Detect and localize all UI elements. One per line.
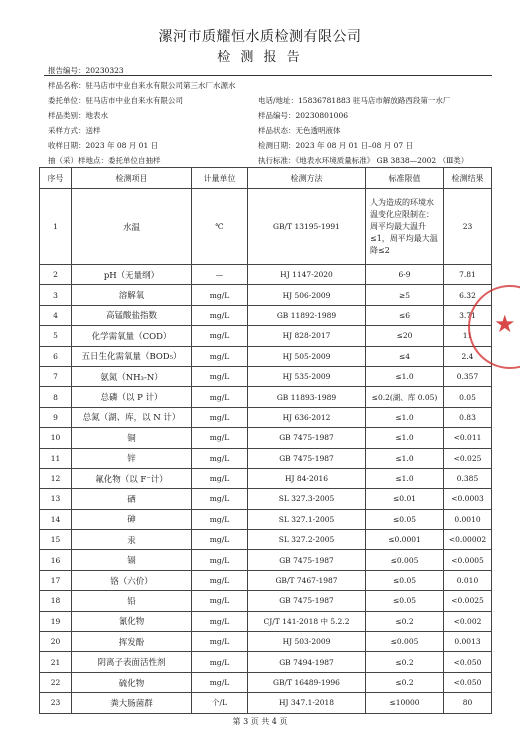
cell-no: 13 [40, 489, 72, 509]
cell-method: GB 7494-1987 [248, 652, 366, 672]
cell-unit: mg/L [192, 407, 248, 427]
table-row [40, 366, 492, 386]
col-header-unit: 计量单位 [192, 168, 248, 189]
cell-item: 硒 [72, 489, 192, 509]
sample-number: 样品编号：20230801006 [258, 111, 348, 120]
cell-limit: ≤20 [366, 326, 444, 346]
table-row [40, 305, 492, 325]
col-header-result: 检测结果 [444, 168, 492, 189]
table-header-row [40, 168, 492, 189]
table-row [40, 387, 492, 407]
cell-result: 0.357 [444, 366, 492, 386]
cell-method: GB 11892-1989 [248, 305, 366, 325]
cell-item: 高锰酸盐指数 [72, 305, 192, 325]
cell-method: GB 7475-1987 [248, 550, 366, 570]
header-divider [44, 75, 492, 76]
cell-result: <0.025 [444, 448, 492, 468]
cell-item: 铬（六价） [72, 570, 192, 590]
cell-result: <0.0005 [444, 550, 492, 570]
cell-item: 阴离子表面活性剂 [72, 652, 192, 672]
cell-unit: mg/L [192, 591, 248, 611]
cell-limit: ≤0.2 [366, 672, 444, 692]
page-number: 第 3 页 共 4 页 [232, 717, 288, 726]
cell-result: <0.0025 [444, 591, 492, 611]
sampling-place: 抽（采）样地点：委托单位自抽样 [48, 156, 161, 165]
cell-method: HJ 1147-2020 [248, 265, 366, 285]
table-row [40, 265, 492, 285]
cell-unit: mg/L [192, 530, 248, 550]
cell-no: 9 [40, 407, 72, 427]
table-row [40, 407, 492, 427]
cell-no: 23 [40, 693, 72, 713]
cell-no: 21 [40, 652, 72, 672]
cell-unit: mg/L [192, 489, 248, 509]
cell-method: GB/T 16489-1996 [248, 672, 366, 692]
cell-result: <0.00002 [444, 530, 492, 550]
cell-unit: mg/L [192, 448, 248, 468]
cell-result: <0.002 [444, 611, 492, 631]
cell-unit: mg/L [192, 326, 248, 346]
cell-method: CJ/T 141-2018 中 5.2.2 [248, 611, 366, 631]
cell-result: 23 [444, 189, 492, 265]
cell-unit: mg/L [192, 672, 248, 692]
cell-result: 7.81 [444, 265, 492, 285]
cell-item: 五日生化需氧量（BOD₅） [72, 346, 192, 366]
cell-unit: — [192, 265, 248, 285]
client: 委托单位：驻马店市中业自来水有限公司 [48, 96, 183, 105]
cell-no: 22 [40, 672, 72, 692]
results-table [39, 167, 492, 714]
cell-item: 化学需氧量（COD） [72, 326, 192, 346]
table-row [40, 189, 492, 265]
cell-item: 铅 [72, 591, 192, 611]
cell-unit: ℃ [192, 189, 248, 265]
cell-unit: mg/L [192, 305, 248, 325]
cell-no: 15 [40, 530, 72, 550]
cell-limit: ≤0.2 [366, 611, 444, 631]
table-row [40, 346, 492, 366]
cell-method: HJ 636-2012 [248, 407, 366, 427]
cell-unit: mg/L [192, 428, 248, 448]
cell-item: 砷 [72, 509, 192, 529]
cell-method: HJ 503-2009 [248, 632, 366, 652]
table-row [40, 468, 492, 488]
cell-item: 粪大肠菌群 [72, 693, 192, 713]
cell-method: HJ 505-2009 [248, 346, 366, 366]
cell-method: GB/T 13195-1991 [248, 189, 366, 265]
table-row [40, 693, 492, 713]
cell-method: SL 327.1-2005 [248, 509, 366, 529]
cell-item: 锌 [72, 448, 192, 468]
cell-no: 2 [40, 265, 72, 285]
cell-result: <0.0003 [444, 489, 492, 509]
cell-limit: ≤0.005 [366, 632, 444, 652]
col-header-method: 检测方法 [248, 168, 366, 189]
cell-no: 10 [40, 428, 72, 448]
cell-method: HJ 347.1-2018 [248, 693, 366, 713]
cell-item: 氟化物（以 F⁻计） [72, 468, 192, 488]
cell-limit: ≤1.0 [366, 468, 444, 488]
cell-result: 0.385 [444, 468, 492, 488]
table-row [40, 611, 492, 631]
cell-no: 12 [40, 468, 72, 488]
cell-unit: mg/L [192, 550, 248, 570]
table-row [40, 530, 492, 550]
test-date: 检测日期：2023 年 08 月 01 日–08 月 07 日 [258, 141, 414, 150]
col-header-limit: 标准限值 [366, 168, 444, 189]
cell-no: 17 [40, 570, 72, 590]
cell-method: SL 327.2-2005 [248, 530, 366, 550]
cell-item: 水温 [72, 189, 192, 265]
receive-date: 收样日期：2023 年 08 月 01 日 [48, 141, 159, 150]
cell-no: 7 [40, 366, 72, 386]
cell-method: GB/T 7467-1987 [248, 570, 366, 590]
cell-item: 总磷（以 P 计） [72, 387, 192, 407]
cell-item: 汞 [72, 530, 192, 550]
cell-unit: 个/L [192, 693, 248, 713]
cell-unit: mg/L [192, 509, 248, 529]
table-row [40, 489, 492, 509]
cell-result: 3.71 [444, 305, 492, 325]
cell-unit: mg/L [192, 570, 248, 590]
cell-limit: 人为造成的环境水温变化应限制在：周平均最大温升≤1，周平均最大温降≤2 [366, 189, 444, 265]
cell-no: 20 [40, 632, 72, 652]
table-row [40, 570, 492, 590]
cell-no: 3 [40, 285, 72, 305]
cell-item: 硫化物 [72, 672, 192, 692]
table-row [40, 509, 492, 529]
cell-no: 1 [40, 189, 72, 265]
table-row [40, 591, 492, 611]
star-icon: ★ [494, 310, 516, 338]
cell-no: 8 [40, 387, 72, 407]
table-row [40, 326, 492, 346]
execution-standard: 执行标准：《地表水环境质量标准》 GB 3838—2002 （Ⅲ类） [258, 156, 469, 165]
cell-limit: ≤6 [366, 305, 444, 325]
cell-unit: mg/L [192, 652, 248, 672]
cell-no: 18 [40, 591, 72, 611]
sample-type: 样品类别：地表水 [48, 111, 108, 120]
cell-method: GB 7475-1987 [248, 448, 366, 468]
cell-limit: ≤10000 [366, 693, 444, 713]
table-row [40, 550, 492, 570]
cell-result: 0.010 [444, 570, 492, 590]
cell-unit: mg/L [192, 611, 248, 631]
cell-method: HJ 84-2016 [248, 468, 366, 488]
cell-no: 4 [40, 305, 72, 325]
cell-result: <0.050 [444, 672, 492, 692]
cell-method: GB 7475-1987 [248, 591, 366, 611]
company-title: 漯河市质耀恒水质检测有限公司 [158, 29, 362, 45]
table-row [40, 632, 492, 652]
cell-unit: mg/L [192, 632, 248, 652]
cell-limit: ≤1.0 [366, 407, 444, 427]
report-number: 报告编号：20230323 [48, 66, 124, 75]
table-row [40, 672, 492, 692]
cell-item: 总氮（湖、库，以 N 计） [72, 407, 192, 427]
cell-item: 挥发酚 [72, 632, 192, 652]
cell-result: <0.050 [444, 652, 492, 672]
cell-result: 0.0013 [444, 632, 492, 652]
cell-limit: ≥5 [366, 285, 444, 305]
cell-item: 氰化物 [72, 611, 192, 631]
cell-no: 14 [40, 509, 72, 529]
col-header-item: 检测项目 [72, 168, 192, 189]
cell-limit: ≤0.0001 [366, 530, 444, 550]
sample-state: 样品状态：无色透明液体 [258, 126, 341, 135]
cell-no: 16 [40, 550, 72, 570]
cell-limit: ≤1.0 [366, 428, 444, 448]
table-row [40, 652, 492, 672]
cell-limit: ≤0.2 [366, 652, 444, 672]
cell-limit: ≤0.01 [366, 489, 444, 509]
cell-unit: mg/L [192, 366, 248, 386]
cell-limit: ≤0.05 [366, 591, 444, 611]
cell-method: HJ 506-2009 [248, 285, 366, 305]
cell-limit: ≤0.05 [366, 570, 444, 590]
phone-address: 电话/地址：15836781883 驻马店市解放路西段第一水厂 [258, 96, 451, 105]
cell-limit: ≤0.005 [366, 550, 444, 570]
table-row [40, 448, 492, 468]
cell-no: 19 [40, 611, 72, 631]
cell-limit: ≤0.2(湖、库 0.05) [366, 387, 444, 407]
col-header-no: 序号 [40, 168, 72, 189]
cell-no: 6 [40, 346, 72, 366]
cell-limit: 6-9 [366, 265, 444, 285]
cell-item: 氨氮（NH₃-N） [72, 366, 192, 386]
cell-result: <0.011 [444, 428, 492, 448]
cell-unit: mg/L [192, 285, 248, 305]
cell-result: 11 [444, 326, 492, 346]
cell-result: 6.32 [444, 285, 492, 305]
cell-limit: ≤4 [366, 346, 444, 366]
cell-result: 0.0010 [444, 509, 492, 529]
cell-method: SL 327.3-2005 [248, 489, 366, 509]
cell-result: 80 [444, 693, 492, 713]
sampling-mode: 采样方式：送样 [48, 126, 101, 135]
report-title: 检 测 报 告 [217, 50, 303, 65]
cell-method: GB 7475-1987 [248, 428, 366, 448]
sample-name: 样品名称：驻马店市中业自来水有限公司第三水厂水源水 [48, 81, 236, 90]
cell-unit: mg/L [192, 346, 248, 366]
cell-item: 溶解氧 [72, 285, 192, 305]
cell-limit: ≤0.05 [366, 509, 444, 529]
cell-method: HJ 828-2017 [248, 326, 366, 346]
cell-method: GB 11893-1989 [248, 387, 366, 407]
cell-no: 5 [40, 326, 72, 346]
cell-unit: mg/L [192, 387, 248, 407]
cell-result: 2.4 [444, 346, 492, 366]
cell-item: pH（无量纲） [72, 265, 192, 285]
cell-result: 0.83 [444, 407, 492, 427]
table-row [40, 428, 492, 448]
cell-limit: ≤1.0 [366, 448, 444, 468]
table-row [40, 285, 492, 305]
cell-no: 11 [40, 448, 72, 468]
cell-result: 0.05 [444, 387, 492, 407]
cell-unit: mg/L [192, 468, 248, 488]
cell-method: HJ 535-2009 [248, 366, 366, 386]
cell-limit: ≤1.0 [366, 366, 444, 386]
cell-item: 铜 [72, 428, 192, 448]
cell-item: 镉 [72, 550, 192, 570]
